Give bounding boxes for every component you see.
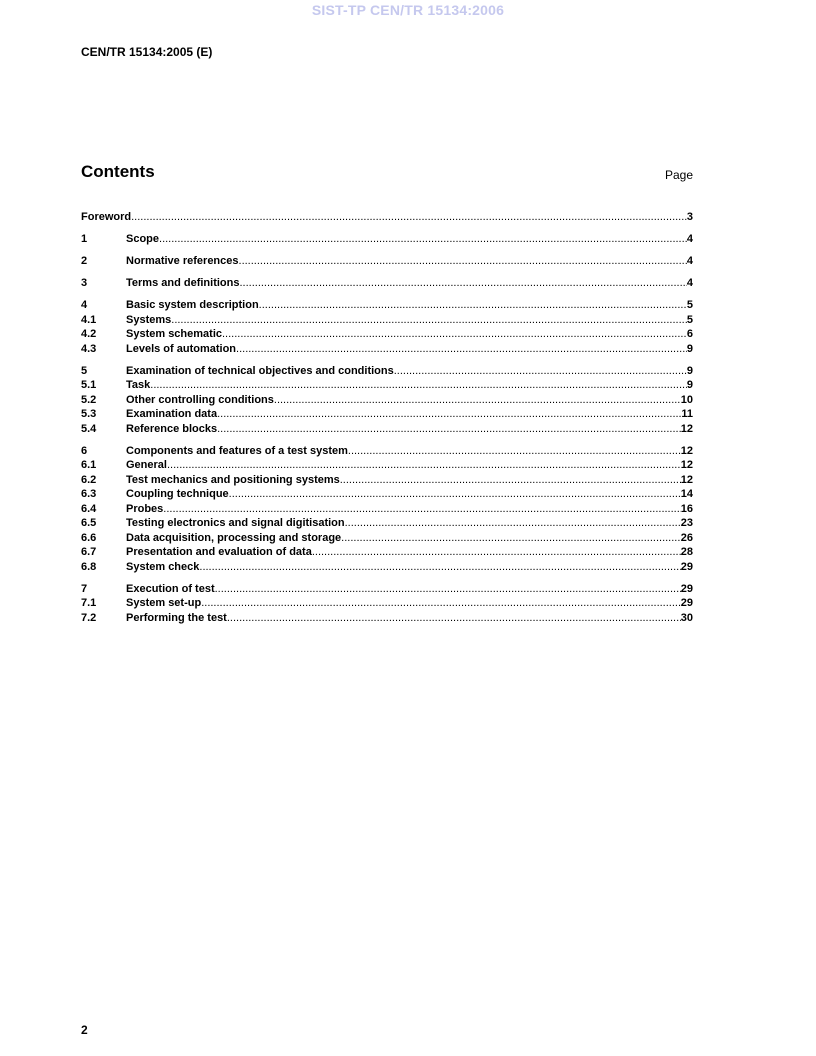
toc-dot-leader [215, 582, 681, 597]
page-column-label: Page [664, 168, 693, 182]
toc-entry-page: 12 [680, 444, 693, 457]
page-number: 2 [81, 1023, 88, 1037]
watermark: SIST-TP CEN/TR 15134:2006 [311, 2, 505, 18]
toc-entry-page: 29 [680, 560, 693, 573]
toc-dot-leader [163, 502, 680, 517]
toc-dot-leader [239, 276, 686, 291]
toc-entry-number: 6.7 [81, 546, 97, 558]
toc-dot-leader [340, 473, 681, 488]
toc-entry[interactable] [81, 444, 693, 459]
toc-entry-title: Presentation and evaluation of data [126, 546, 312, 558]
toc-entry-title: Foreword [81, 211, 132, 223]
toc-entry-page: 5 [686, 313, 693, 326]
toc-entry-page: 12 [680, 422, 693, 435]
toc-entry-title: Levels of automation [126, 342, 237, 355]
toc-entry-title: Task [126, 379, 151, 391]
toc-entry[interactable] [81, 407, 693, 422]
toc-entry-title: Data acquisition, processing and storage [126, 531, 342, 544]
toc-entry[interactable] [81, 487, 693, 502]
toc-entry[interactable] [81, 393, 693, 408]
toc-entry[interactable] [81, 313, 693, 328]
toc-entry[interactable] [81, 342, 693, 357]
toc-entry[interactable] [81, 611, 693, 626]
toc-dot-leader [274, 393, 681, 408]
toc-entry-page: 4 [686, 233, 693, 245]
toc-entry-number: 6.2 [81, 473, 97, 486]
toc-entry[interactable] [81, 378, 693, 393]
toc-dot-leader [259, 298, 687, 313]
toc-entry-title: Examination of technical objectives and conditions [126, 364, 394, 377]
toc-entry-page: 10 [680, 393, 693, 406]
toc-dot-leader [239, 254, 687, 269]
toc-dot-leader [217, 407, 681, 422]
toc-entry-number: 5.3 [81, 408, 97, 420]
toc-entry-number: 5.2 [81, 393, 97, 406]
toc-entry-title: Scope [126, 233, 160, 245]
toc-entry-title: Systems [126, 313, 172, 326]
toc-entry-number: 7.1 [81, 597, 97, 609]
toc-entry[interactable] [81, 582, 693, 597]
toc-entry[interactable] [81, 596, 693, 611]
toc-entry-page: 26 [680, 531, 693, 544]
toc-dot-leader [159, 232, 687, 247]
toc-entry-number: 6.1 [81, 459, 97, 471]
table-of-contents [81, 210, 693, 625]
toc-entry-number: 4.3 [81, 342, 97, 355]
toc-dot-leader [150, 378, 687, 393]
toc-entry[interactable] [81, 502, 693, 517]
toc-dot-leader [222, 327, 687, 342]
toc-entry-page: 9 [686, 342, 693, 355]
toc-entry-title: Components and features of a test system [126, 444, 348, 457]
toc-dot-leader [217, 422, 681, 437]
toc-entry-page: 28 [680, 546, 693, 558]
toc-entry-page: 4 [686, 255, 693, 267]
toc-entry-title: Test mechanics and positioning systems [126, 473, 340, 486]
toc-entry[interactable] [81, 210, 693, 225]
contents-title: Contents [81, 162, 155, 181]
toc-entry[interactable] [81, 254, 693, 269]
toc-entry-page: 6 [686, 328, 693, 340]
toc-entry-title: Testing electronics and signal digitisation [126, 517, 345, 529]
toc-dot-leader [229, 487, 681, 502]
toc-entry-title: System set-up [126, 597, 202, 609]
toc-entry-title: Terms and definitions [126, 277, 240, 289]
toc-entry-title: Execution of test [126, 582, 215, 595]
toc-entry-number: 6.5 [81, 517, 97, 529]
toc-entry-page: 29 [680, 582, 693, 595]
toc-entry-number: 4 [81, 299, 88, 311]
toc-entry-number: 1 [81, 233, 88, 245]
toc-entry-title: Reference blocks [126, 422, 218, 435]
toc-entry[interactable] [81, 327, 693, 342]
toc-dot-leader [199, 560, 680, 575]
toc-entry-page: 9 [686, 379, 693, 391]
toc-entry-page: 30 [680, 611, 693, 624]
toc-entry[interactable] [81, 276, 693, 291]
toc-entry-title: Performing the test [126, 611, 227, 624]
toc-dot-leader [131, 210, 687, 225]
toc-entry[interactable] [81, 298, 693, 313]
toc-entry-number: 4.1 [81, 313, 97, 326]
toc-dot-leader [171, 313, 687, 328]
toc-dot-leader [345, 516, 681, 531]
toc-entry-page: 12 [680, 459, 693, 471]
toc-entry-title: Probes [126, 502, 164, 515]
toc-entry[interactable] [81, 364, 693, 379]
toc-entry[interactable] [81, 473, 693, 488]
toc-entry-page: 3 [686, 211, 693, 223]
toc-entry-number: 6.8 [81, 560, 97, 573]
toc-entry-title: System check [126, 560, 200, 573]
toc-entry[interactable] [81, 422, 693, 437]
toc-entry-page: 11 [681, 408, 693, 420]
toc-entry-page: 5 [686, 299, 693, 311]
toc-entry[interactable] [81, 531, 693, 546]
toc-entry-number: 7.2 [81, 611, 97, 624]
toc-entry-title: System schematic [126, 328, 222, 340]
contents-heading-row [81, 162, 693, 186]
toc-dot-leader [341, 531, 681, 546]
toc-entry-page: 16 [680, 502, 693, 515]
toc-dot-leader [201, 596, 681, 611]
toc-entry-number: 6.3 [81, 488, 97, 500]
toc-dot-leader [236, 342, 687, 357]
toc-entry-page: 14 [680, 488, 693, 500]
toc-entry[interactable] [81, 516, 693, 531]
toc-entry-number: 5.4 [81, 422, 97, 435]
toc-entry-number: 6.6 [81, 531, 97, 544]
toc-dot-leader [167, 458, 681, 473]
document-id-header: CEN/TR 15134:2005 (E) [81, 45, 213, 59]
toc-entry-number: 6.4 [81, 502, 97, 515]
toc-dot-leader [312, 545, 681, 560]
toc-dot-leader [394, 364, 687, 379]
toc-entry-page: 4 [686, 277, 693, 289]
toc-entry-number: 3 [81, 277, 88, 289]
toc-dot-leader [227, 611, 681, 626]
toc-entry-number: 6 [81, 444, 88, 457]
toc-entry-page: 23 [680, 517, 693, 529]
toc-entry-page: 29 [680, 597, 693, 609]
toc-entry-title: Basic system description [126, 299, 259, 311]
toc-entry[interactable] [81, 232, 693, 247]
toc-entry-number: 2 [81, 255, 88, 267]
toc-entry-number: 7 [81, 582, 88, 595]
toc-entry-number: 4.2 [81, 328, 97, 340]
toc-entry-title: Normative references [126, 255, 239, 267]
toc-entry-page: 12 [680, 473, 693, 486]
toc-entry-page: 9 [686, 364, 693, 377]
toc-entry[interactable] [81, 560, 693, 575]
toc-entry-title: Other controlling conditions [126, 393, 274, 406]
toc-dot-leader [348, 444, 681, 459]
toc-entry-title: General [126, 459, 167, 471]
toc-entry-title: Coupling technique [126, 488, 229, 500]
toc-entry-number: 5.1 [81, 379, 97, 391]
toc-entry[interactable] [81, 458, 693, 473]
toc-entry-number: 5 [81, 364, 88, 377]
toc-entry-title: Examination data [126, 408, 218, 420]
toc-entry[interactable] [81, 545, 693, 560]
